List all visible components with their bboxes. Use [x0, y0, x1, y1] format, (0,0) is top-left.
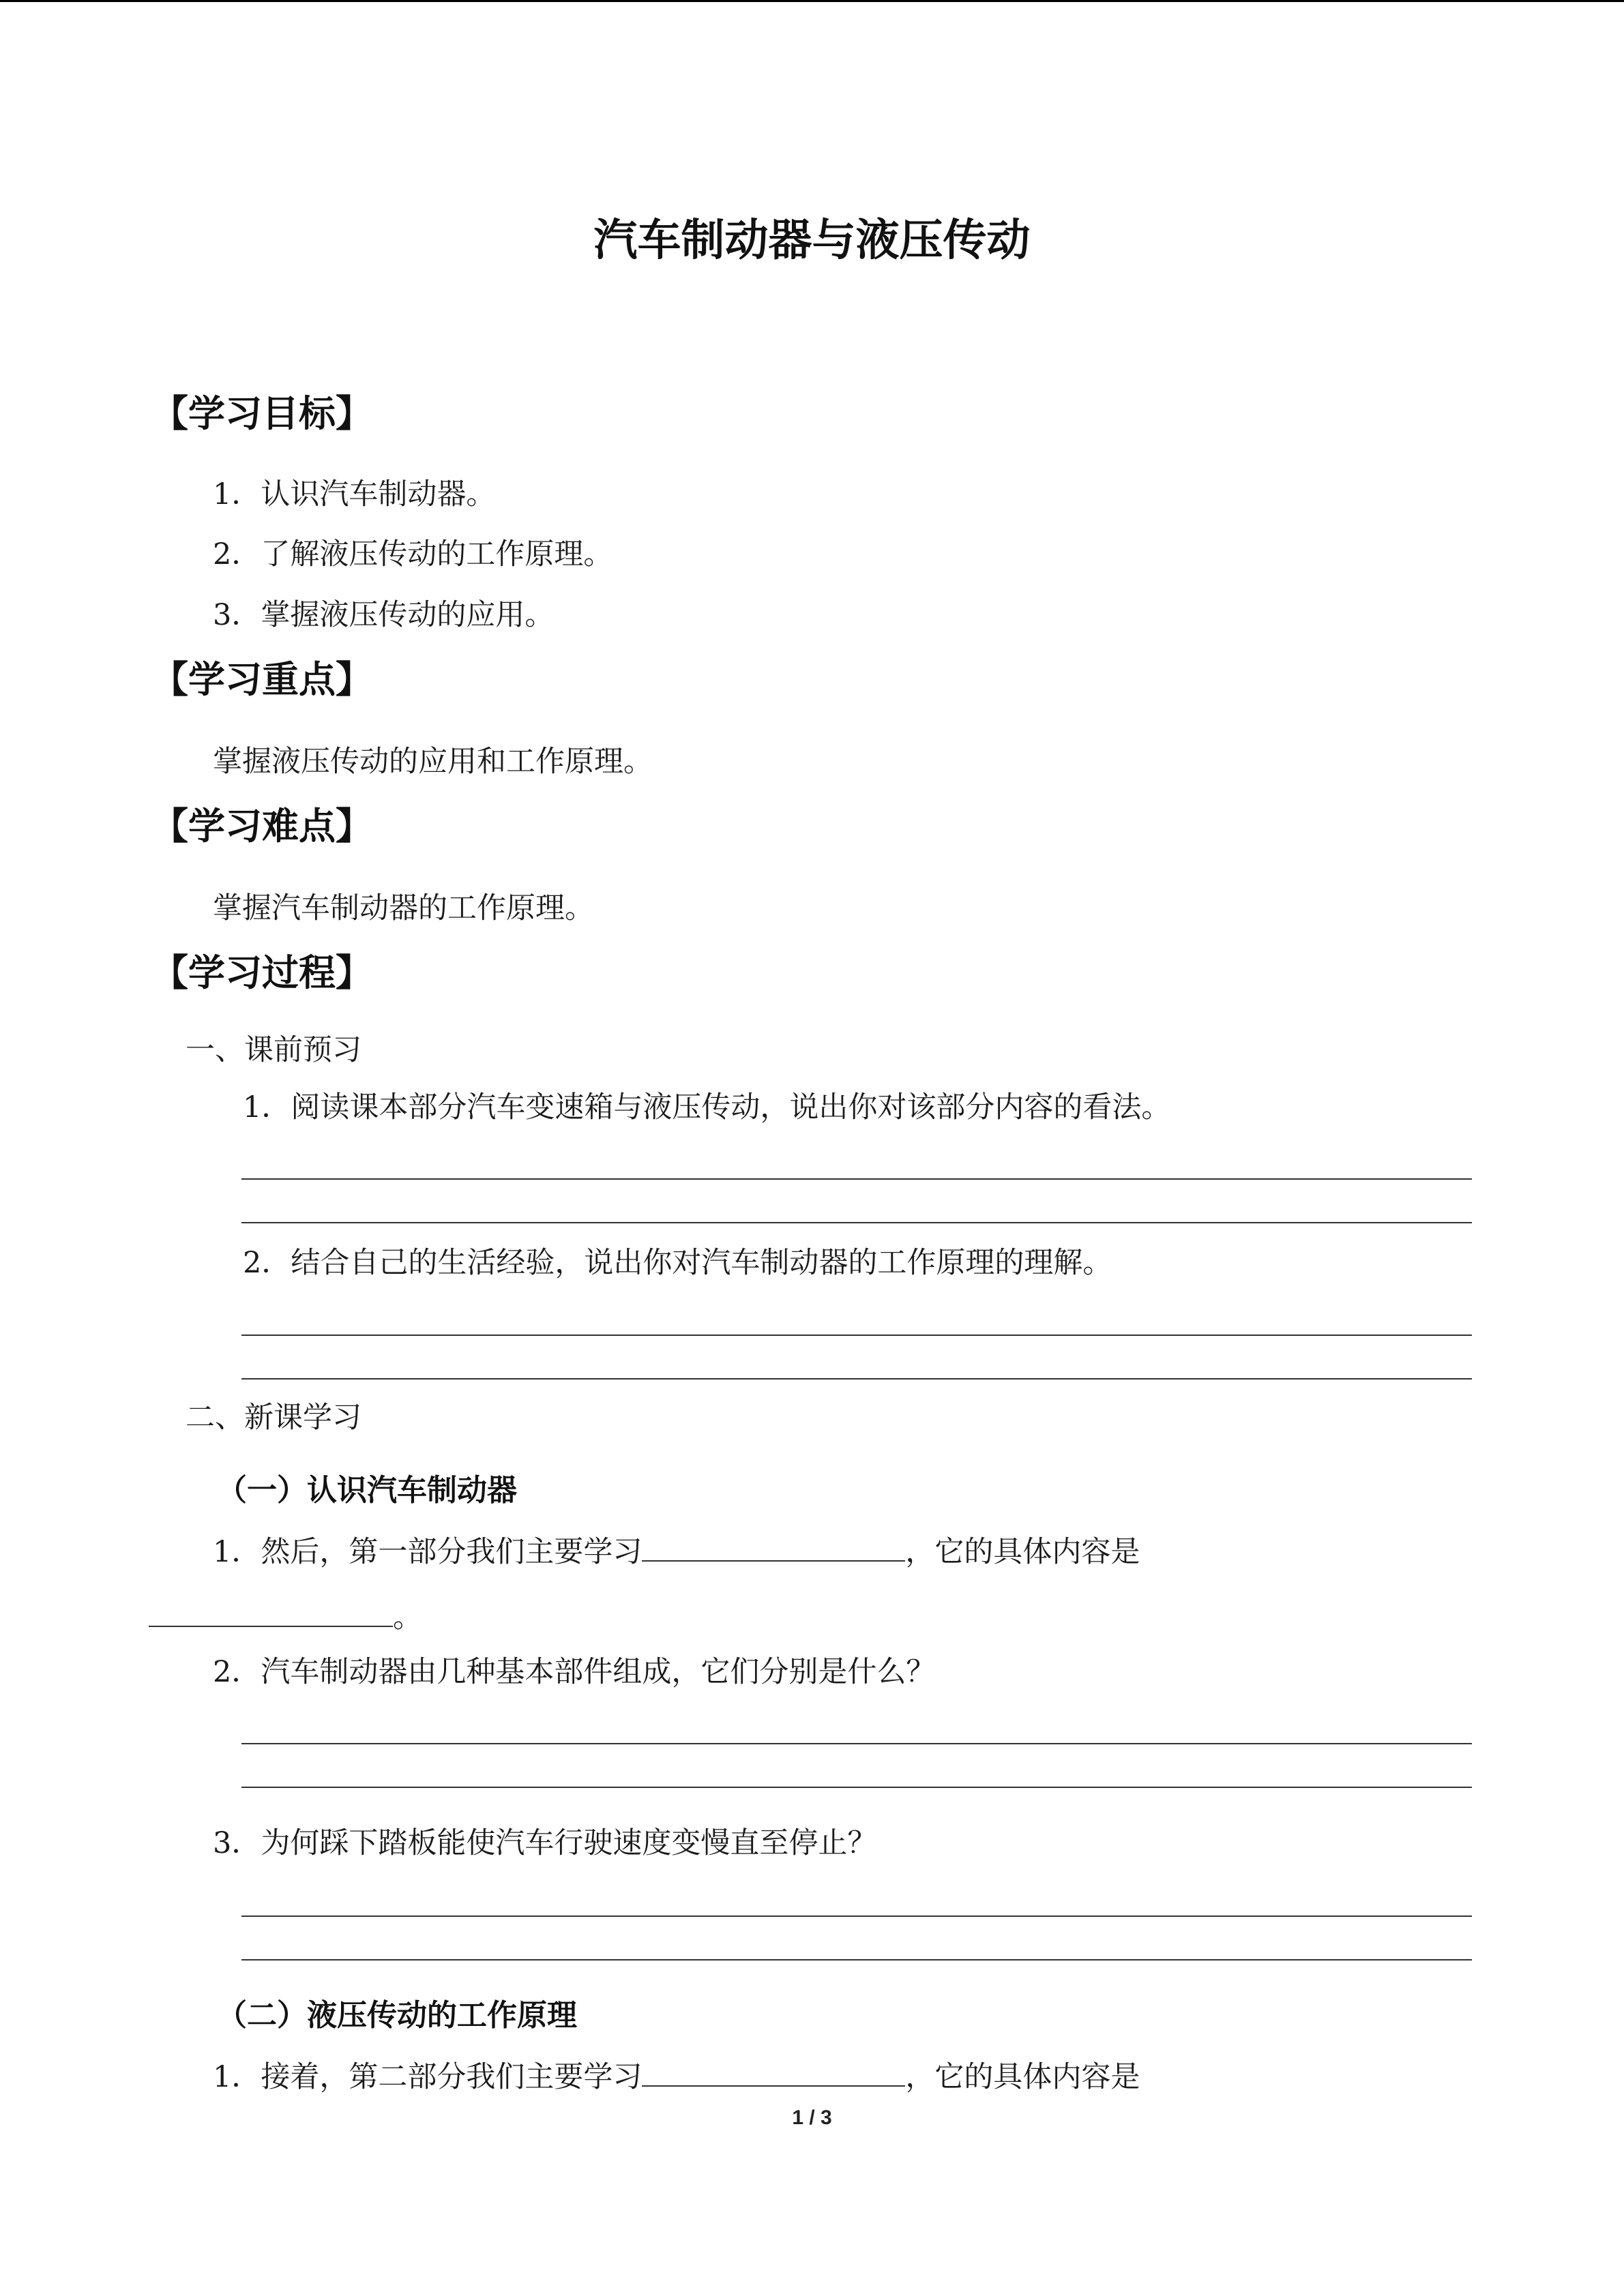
- part1-heading: （一）认识汽车制动器: [217, 1473, 517, 1508]
- key-points-text: 掌握液压传动的应用和工作原理。: [213, 745, 653, 779]
- preview-question-1: 1．阅读课本部分汽车变速箱与液压传动，说出你对该部分内容的看法。: [243, 1090, 1171, 1124]
- answer-line[interactable]: [241, 1178, 1472, 1180]
- part1-question-1-text: 1．然后，第一部分我们主要学习: [213, 1535, 643, 1569]
- part1-question-1: [213, 1530, 1140, 1572]
- section-heading-key-points: 【学习重点】: [151, 658, 372, 701]
- answer-line[interactable]: [241, 1222, 1472, 1223]
- answer-line[interactable]: [241, 1378, 1472, 1380]
- part2-question-1: [213, 2055, 1140, 2098]
- answer-line[interactable]: [241, 1335, 1472, 1336]
- answer-line[interactable]: [241, 1959, 1472, 1960]
- page-top-border: [0, 0, 1624, 2]
- fill-in-blank[interactable]: [642, 1530, 905, 1562]
- fill-in-blank[interactable]: [149, 1596, 393, 1627]
- goal-item-3: 3．掌握液压传动的应用。: [213, 598, 555, 632]
- part2-heading: （二）液压传动的工作原理: [217, 1998, 577, 2033]
- section-heading-process: 【学习过程】: [151, 951, 372, 994]
- fill-in-blank[interactable]: [642, 2055, 905, 2087]
- part2-question-1-tail: ，它的具体内容是: [905, 2060, 1140, 2094]
- answer-line[interactable]: [241, 1787, 1472, 1788]
- part1-question-1-tail: ，它的具体内容是: [905, 1535, 1140, 1569]
- preview-label: 一、课前预习: [186, 1033, 361, 1067]
- difficulties-text: 掌握汽车制动器的工作原理。: [213, 891, 594, 925]
- part1-question-3: 3．为何踩下踏板能使汽车行驶速度变慢直至停止？: [213, 1826, 877, 1860]
- answer-line[interactable]: [241, 1743, 1472, 1744]
- part1-question-1-continued: [149, 1596, 422, 1638]
- section-heading-difficulties: 【学习难点】: [151, 805, 372, 848]
- new-lesson-label: 二、新课学习: [186, 1401, 361, 1435]
- goal-item-1: 1．认识汽车制动器。: [213, 477, 496, 511]
- answer-line[interactable]: [241, 1915, 1472, 1917]
- preview-question-2: 2．结合自己的生活经验，说出你对汽车制动器的工作原理的理解。: [243, 1246, 1112, 1280]
- part1-question-1-end: 。: [393, 1600, 422, 1635]
- part1-question-2: 2．汽车制动器由几种基本部件组成，它们分别是什么？: [213, 1655, 936, 1689]
- document-title: 汽车制动器与液压传动: [593, 215, 1031, 266]
- page-number: 1 / 3: [792, 2106, 832, 2129]
- goal-item-2: 2．了解液压传动的工作原理。: [213, 537, 613, 571]
- part2-question-1-text: 1．接着，第二部分我们主要学习: [213, 2060, 643, 2094]
- section-heading-goals: 【学习目标】: [151, 392, 372, 435]
